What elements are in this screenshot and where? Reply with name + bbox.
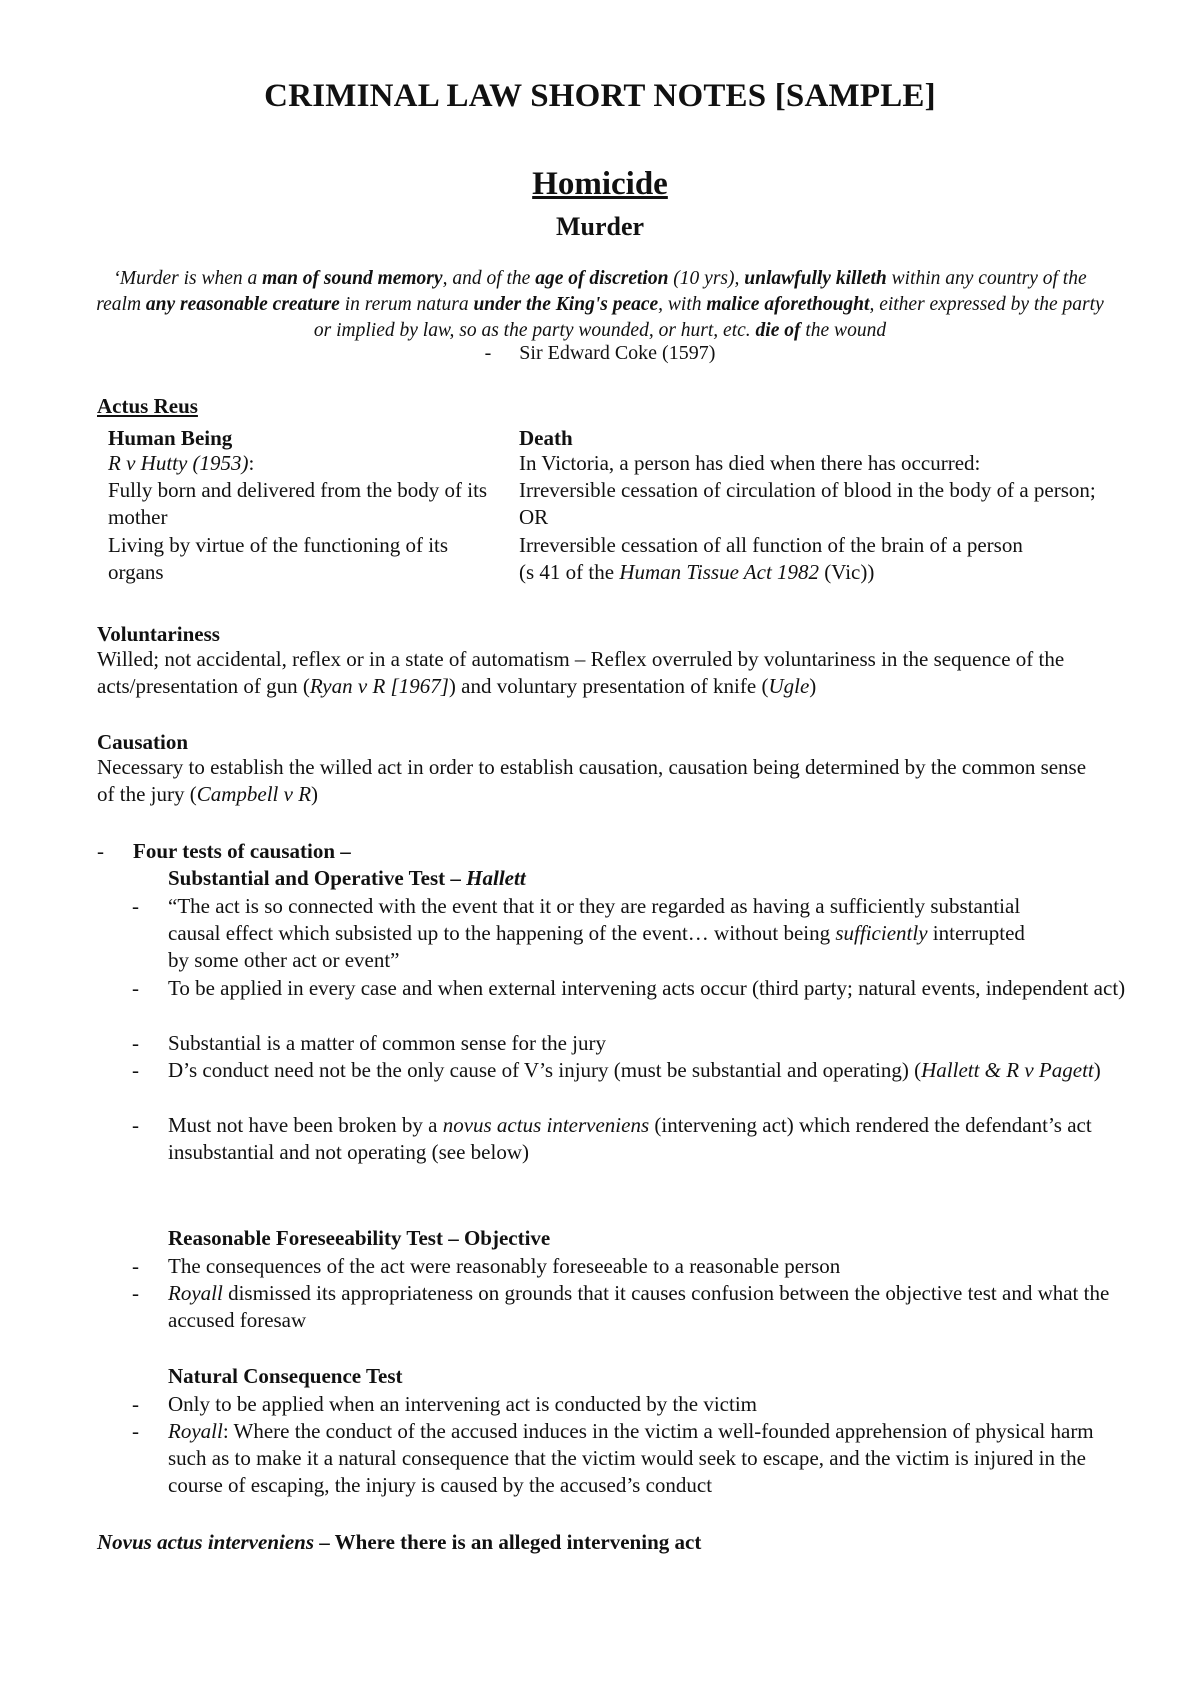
quote-text: in rerum natura [339, 294, 474, 315]
bullet-dash: - [132, 894, 139, 918]
bullet-content: The consequences of the act were reasonably foreseeable to a reasonable person [168, 1254, 841, 1278]
latin-term: Novus actus interveniens [97, 1530, 315, 1554]
quote-text: ‘Murder is when a [113, 268, 263, 289]
voluntariness-text [97, 646, 1087, 700]
bullet-content: To be applied in every case and when external intervening acts occur (third party; natural events, independent act) [168, 976, 1126, 1000]
quote-text: the wound [800, 320, 887, 341]
quote-emphasis: malice aforethought [706, 294, 870, 315]
death-line: In Victoria, a person has died when there has occurred: [519, 451, 981, 475]
death-heading: Death [519, 426, 573, 450]
actus-reus-heading: Actus Reus [97, 394, 198, 418]
case-name: Ugle [768, 674, 810, 698]
heading-text: Substantial and Operative Test – [168, 866, 467, 890]
heading-text: – Where there is an alleged intervening act [314, 1530, 702, 1554]
quote-text: (10 yrs), [668, 268, 745, 289]
foreseeability-test-heading: Reasonable Foreseeability Test – Objective [168, 1226, 551, 1250]
quote-emphasis: age of discretion [535, 268, 669, 289]
death-line: Irreversible cessation of all function of the brain of a person [519, 533, 1023, 557]
bullet-text: interrupted by some other act or event” [168, 921, 1025, 972]
quote-emphasis: under the King's peace [473, 294, 659, 315]
bullet-dash: - [132, 976, 139, 1000]
bullet-content: Substantial is a matter of common sense for the jury [168, 1031, 606, 1055]
case-name: Ryan v R [1967] [309, 674, 449, 698]
human-being-heading: Human Being [108, 426, 233, 450]
quote-emphasis: man of sound memory [262, 268, 443, 289]
bullet-dash: - [132, 1392, 139, 1416]
case-colon: : [248, 451, 255, 475]
coke-quote [90, 266, 1110, 344]
bullet-dash: - [132, 1254, 139, 1278]
bullet-text: “The act is so connected with the event that it or they are regarded as having a sufficiently substantial causal effect which subsisted up to the happening of the event… without being [168, 894, 1021, 945]
bullet-text: D’s conduct need not be the only cause of V’s injury (must be substantial and operating) ( [168, 1058, 922, 1082]
bullet-dash: - [132, 1419, 139, 1443]
case-name: Hallett & R v Pagett [921, 1058, 1094, 1082]
attribution-text: Sir Edward Coke (1597) [519, 342, 716, 364]
latin-term: novus actus interveniens [442, 1113, 650, 1137]
section-heading-homicide: Homicide [532, 166, 668, 202]
statute-name: Human Tissue Act 1982 [619, 560, 820, 584]
novus-actus-heading [97, 1530, 701, 1555]
statute-text: (Vic)) [819, 560, 875, 584]
subsection-heading-murder: Murder [555, 212, 645, 241]
bullet-content [168, 1112, 1108, 1166]
bullet-text: : Where the conduct of the accused induces in the victim a well-founded apprehension of physical harm such as to make it a natural consequence that the victim would seek to escape, and the victim is injured in the course of escaping, the injury is caused by the accused’s conduct [168, 1419, 1094, 1497]
case-name: R v Hutty (1953) [108, 451, 249, 475]
death-statute-reference [519, 559, 1119, 586]
paragraph-text: Necessary to establish the willed act in order to establish causation, causation being determined by the common sense of the jury ( [97, 755, 1087, 806]
quote-text: , with [658, 294, 707, 315]
hutty-case [108, 450, 508, 477]
paragraph-text: Willed; not accidental, reflex or in a state of automatism – Reflex overruled by voluntariness in the sequence of the acts/presentation of gun ( [97, 647, 1065, 698]
emphasis: sufficiently [835, 921, 928, 945]
bullet-dash: - [132, 1058, 139, 1082]
bullet-text: dismissed its appropriateness on grounds that it causes confusion between the objective test and what the accused foresaw [168, 1281, 1110, 1332]
natural-consequence-heading: Natural Consequence Test [168, 1364, 403, 1388]
case-name: Royall [168, 1419, 223, 1443]
bullet-content [168, 893, 1038, 974]
quote-emphasis: unlawfully killeth [744, 268, 887, 289]
bullet-content [168, 1280, 1143, 1334]
bullet-text: ) [1093, 1058, 1101, 1082]
case-name: Campbell v R [196, 782, 312, 806]
quote-text: within any country of the realm [96, 268, 1087, 315]
human-being-point: Fully born and delivered from the body of its mother [108, 478, 488, 529]
bullet-content [168, 1418, 1113, 1499]
bullet-dash: - [132, 1281, 139, 1305]
case-name: Royall [168, 1281, 223, 1305]
attribution-dash: - [484, 342, 492, 364]
bullet-dash: - [132, 1113, 139, 1137]
quote-emphasis: die of [755, 320, 801, 341]
statute-text: (s 41 of the [519, 560, 620, 584]
paragraph-text: ) [809, 674, 817, 698]
bullet-dash: - [132, 1031, 139, 1055]
bullet-content [168, 1057, 1128, 1084]
bullet-text: Must not have been broken by a [168, 1113, 443, 1137]
substantial-test-heading [168, 866, 526, 891]
case-name: Hallett [466, 866, 526, 890]
quote-emphasis: any reasonable creature [145, 294, 340, 315]
four-tests-heading: Four tests of causation – [133, 839, 351, 863]
bullet-content: Only to be applied when an intervening act is conducted by the victim [168, 1392, 758, 1416]
causation-text [97, 754, 1087, 808]
causation-heading: Causation [97, 730, 189, 754]
paragraph-text: ) [311, 782, 319, 806]
quote-text: , either expressed by the party or implied by law, so as the party wounded, or hurt, etc. [313, 294, 1104, 341]
bullet-dash: - [97, 839, 104, 863]
paragraph-text: ) and voluntary presentation of knife ( [448, 674, 769, 698]
bullet-text: (intervening act) which rendered the defendant’s act insubstantial and not operating (see below) [168, 1113, 1092, 1164]
voluntariness-heading: Voluntariness [97, 622, 220, 646]
quote-attribution [0, 342, 1200, 365]
death-line: Irreversible cessation of circulation of blood in the body of a person; OR [519, 478, 1096, 529]
quote-text: , and of the [442, 268, 536, 289]
human-being-point: Living by virtue of the functioning of its organs [108, 533, 449, 584]
document-title: CRIMINAL LAW SHORT NOTES [SAMPLE] [264, 78, 936, 114]
